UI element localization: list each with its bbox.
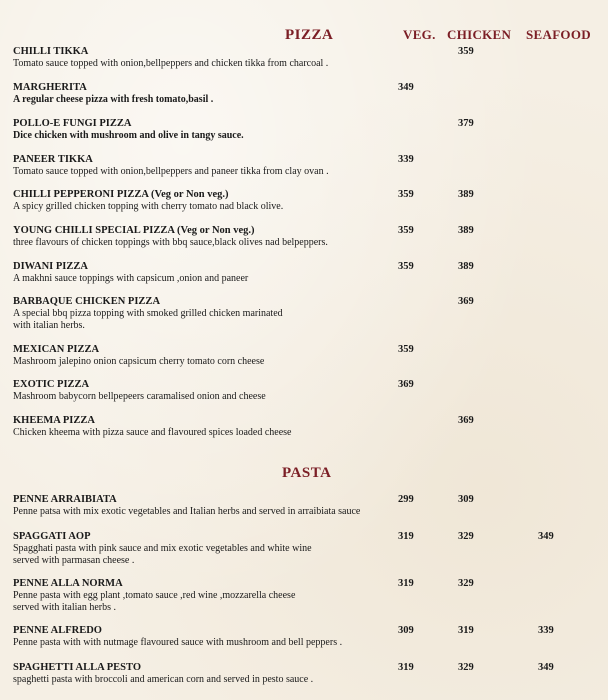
price-veg: 319	[398, 531, 414, 542]
menu-item	[13, 296, 603, 332]
menu-item	[13, 662, 603, 686]
price-veg: 309	[398, 625, 414, 636]
price-veg: 349	[398, 82, 414, 93]
price-veg: 359	[398, 189, 414, 200]
item-description: spaghetti pasta with broccoli and american corn and served in pesto sauce .	[13, 674, 314, 685]
pasta-section-header	[0, 465, 608, 485]
item-description: Tomato sauce topped with onion,bellpeppers and chicken tikka from charcoal .	[13, 58, 329, 69]
section-title: PASTA	[282, 465, 332, 481]
price-veg: 359	[398, 261, 414, 272]
price-chicken: 329	[458, 578, 474, 589]
price-chicken: 309	[458, 494, 474, 505]
item-description: Penne patsa with mix exotic vegetables and Italian herbs and served in arraibiata sauce	[13, 506, 361, 517]
item-description: Penne pasta with egg plant ,tomato sauce ,red wine ,mozzarella cheese	[13, 590, 296, 601]
item-description: Mashroom babycorn bellpepeers caramalised onion and cheese	[13, 391, 266, 402]
item-name: CHILLI TIKKA	[13, 46, 89, 57]
item-description: served with parmasan cheese .	[13, 555, 135, 566]
price-chicken: 329	[458, 531, 474, 542]
menu-item	[13, 344, 603, 368]
item-name: MEXICAN PIZZA	[13, 344, 100, 355]
menu-item	[13, 415, 603, 439]
pizza-section-header	[0, 27, 608, 47]
item-description: three flavours of chicken toppings with bbq sauce,black olives nad belpeppers.	[13, 237, 328, 248]
item-name: POLLO-E FUNGI PIZZA	[13, 118, 132, 129]
item-description: Tomato sauce topped with onion,bellpeppers and paneer tikka from clay ovan .	[13, 166, 329, 177]
item-name: YOUNG CHILLI SPECIAL PIZZA (Veg or Non veg.)	[13, 225, 255, 236]
menu-item	[13, 154, 603, 178]
item-name: PENNE ARRAIBIATA	[13, 494, 117, 505]
price-chicken: 319	[458, 625, 474, 636]
item-description: Penne pasta with with nutmage flavoured sauce with mushroom and bell peppers .	[13, 637, 343, 648]
menu-item	[13, 82, 603, 106]
price-seafood: 339	[538, 625, 554, 636]
item-name: PANEER TIKKA	[13, 154, 93, 165]
item-name: BARBAQUE CHICKEN PIZZA	[13, 296, 161, 307]
column-header-seafood: SEAFOOD	[526, 27, 591, 42]
price-veg: 359	[398, 344, 414, 355]
item-description: A spicy grilled chicken topping with cherry tomato nad black olive.	[13, 201, 284, 212]
column-header-veg: VEG.	[403, 27, 436, 42]
price-chicken: 389	[458, 189, 474, 200]
price-chicken: 359	[458, 46, 474, 57]
item-name: CHILLI PEPPERONI PIZZA (Veg or Non veg.)	[13, 189, 229, 200]
menu-item	[13, 379, 603, 403]
price-veg: 299	[398, 494, 414, 505]
price-veg: 319	[398, 578, 414, 589]
item-description: Chicken kheema with pizza sauce and flavoured spices loaded cheese	[13, 427, 292, 438]
item-name: DIWANI PIZZA	[13, 261, 88, 272]
item-description: A special bbq pizza topping with smoked grilled chicken marinated	[13, 308, 283, 319]
price-chicken: 389	[458, 225, 474, 236]
column-header-chicken: CHICKEN	[447, 27, 512, 42]
menu-item	[13, 118, 603, 142]
item-name: EXOTIC PIZZA	[13, 379, 90, 390]
menu-item	[13, 189, 603, 213]
item-name: SPAGGATI AOP	[13, 531, 91, 542]
item-description: with italian herbs.	[13, 320, 85, 331]
item-name: SPAGHETTI ALLA PESTO	[13, 662, 141, 673]
price-veg: 319	[398, 662, 414, 673]
price-chicken: 369	[458, 415, 474, 426]
price-seafood: 349	[538, 662, 554, 673]
menu-item	[13, 625, 603, 649]
section-title: PIZZA	[285, 27, 334, 43]
item-name: PENNE ALFREDO	[13, 625, 102, 636]
item-name: MARGHERITA	[13, 82, 87, 93]
item-description: Dice chicken with mushroom and olive in tangy sauce.	[13, 130, 244, 141]
price-seafood: 349	[538, 531, 554, 542]
price-chicken: 379	[458, 118, 474, 129]
price-veg: 359	[398, 225, 414, 236]
price-chicken: 329	[458, 662, 474, 673]
item-name: KHEEMA PIZZA	[13, 415, 95, 426]
price-veg: 369	[398, 379, 414, 390]
price-veg: 339	[398, 154, 414, 165]
menu-item	[13, 225, 603, 249]
item-description: Spagghati pasta with pink sauce and mix exotic vegetables and white wine	[13, 543, 312, 554]
item-description: Mashroom jalepino onion capsicum cherry tomato corn cheese	[13, 356, 265, 367]
menu-item	[13, 531, 603, 567]
menu-item	[13, 46, 603, 70]
menu-item	[13, 261, 603, 285]
item-description: served with italian herbs .	[13, 602, 117, 613]
item-description: A makhni sauce toppings with capsicum ,onion and paneer	[13, 273, 249, 284]
item-name: PENNE ALLA NORMA	[13, 578, 123, 589]
item-description: A regular cheese pizza with fresh tomato,basil .	[13, 94, 214, 105]
menu-item	[13, 494, 603, 518]
menu-item	[13, 578, 603, 614]
price-chicken: 389	[458, 261, 474, 272]
price-chicken: 369	[458, 296, 474, 307]
